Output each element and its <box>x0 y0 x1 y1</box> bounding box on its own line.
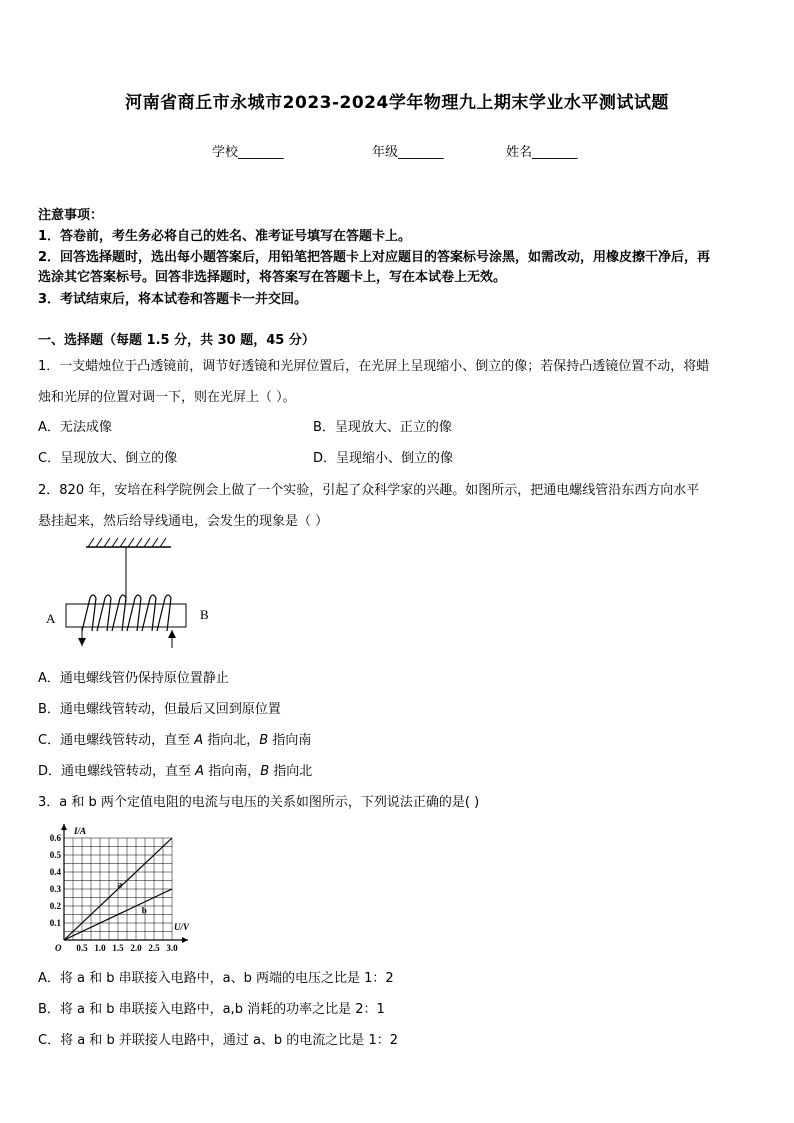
notice-item-3: 3．考试结束后，将本试卷和答题卡一并交回。 <box>38 292 308 307</box>
q1-option-d: D．呈现缩小、倒立的像 <box>313 451 454 466</box>
figure-label-a: A <box>46 611 56 626</box>
q3-option-a: A．将 a 和 b 串联接入电路中，a、b 两端的电压之比是 1：2 <box>38 971 394 986</box>
x-tick-label: 2.5 <box>148 943 160 953</box>
x-tick-label: 2.0 <box>130 943 142 953</box>
q2-option-b: B．通电螺线管转动，但最后又回到原位置 <box>38 702 281 717</box>
origin-label: O <box>55 943 62 953</box>
grade-field: 年级_______ <box>372 145 444 160</box>
y-axis-label: I/A <box>74 826 87 836</box>
x-tick-label: 0.5 <box>76 943 88 953</box>
school-field: 学校_______ <box>212 145 284 160</box>
name-field: 姓名_______ <box>506 145 578 160</box>
figure-label-b: B <box>200 607 209 622</box>
notice-item-2: 2．回答选择题时，选出每小题答案后，用铅笔把答题卡上对应题目的答案标号涂黑，如需改动，用橡皮擦干净后，再 <box>38 250 711 265</box>
series-label-b: b <box>141 905 147 916</box>
x-axis-arrow <box>182 937 188 943</box>
y-axis-arrow <box>61 824 67 830</box>
q2-line-1: 2．820 年，安培在科学院例会上做了一个实验，引起了众科学家的兴趣。如图所示，把通电螺线管沿东西方向水平 <box>38 483 700 498</box>
x-tick-label: 1.5 <box>112 943 124 953</box>
y-tick-label: 0.6 <box>49 833 61 843</box>
y-tick-label: 0.5 <box>49 850 61 860</box>
section-heading: 一、选择题（每题 1.5 分，共 30 题，45 分） <box>38 333 315 348</box>
iv-chart <box>40 818 205 953</box>
q1-option-c: C．呈现放大、倒立的像 <box>38 451 178 466</box>
series-label-a: a <box>117 879 123 890</box>
q1-line-1: 1．一支蜡烛位于凸透镜前，调节好透镜和光屏位置后，在光屏上呈现缩小、倒立的像；若保持凸透镜位置不动，将蜡 <box>38 359 710 374</box>
y-tick-label: 0.3 <box>49 884 61 894</box>
page-title: 河南省商丘市永城市2023-2024学年物理九上期末学业水平测试试题 <box>125 93 669 113</box>
q1-option-a: A．无法成像 <box>38 420 112 435</box>
notice-item-1: 1．答卷前，考生务必将自己的姓名、准考证号填写在答题卡上。 <box>38 229 412 244</box>
notice-heading: 注意事项： <box>38 208 104 223</box>
q1-option-b: B．呈现放大、正立的像 <box>313 420 452 435</box>
q2-option-c: C．通电螺线管转动，直至 A 指向北，B 指向南 <box>38 733 312 748</box>
y-tick-label: 0.2 <box>49 901 61 911</box>
solenoid-figure <box>40 534 220 659</box>
x-tick-label: 3.0 <box>166 943 178 953</box>
notice-item-2-cont: 选涂其它答案标号。回答非选择题时，将答案写在答题卡上，写在本试卷上无效。 <box>38 270 507 285</box>
q3-option-c: C．将 a 和 b 并联接人电路中，通过 a、b 的电流之比是 1：2 <box>38 1033 398 1048</box>
y-tick-label: 0.4 <box>49 867 61 877</box>
q2-option-d: D．通电螺线管转动，直至 A 指向南，B 指向北 <box>38 764 313 779</box>
q2-line-2: 悬挂起来，然后给导线通电，会发生的现象是（ ） <box>38 514 329 529</box>
q2-option-a: A．通电螺线管仍保持原位置静止 <box>38 671 229 686</box>
q3-line-1: 3．a 和 b 两个定值电阻的电流与电压的关系如图所示，下列说法正确的是( ) <box>38 795 480 810</box>
x-tick-label: 1.0 <box>94 943 106 953</box>
y-tick-label: 0.1 <box>49 918 61 928</box>
q3-option-b: B．将 a 和 b 串联接入电路中，a,b 消耗的功率之比是 2：1 <box>38 1002 385 1017</box>
x-axis-label: U/V <box>174 922 190 932</box>
q1-line-2: 烛和光屏的位置对调一下，则在光屏上（ ）。 <box>38 390 296 405</box>
